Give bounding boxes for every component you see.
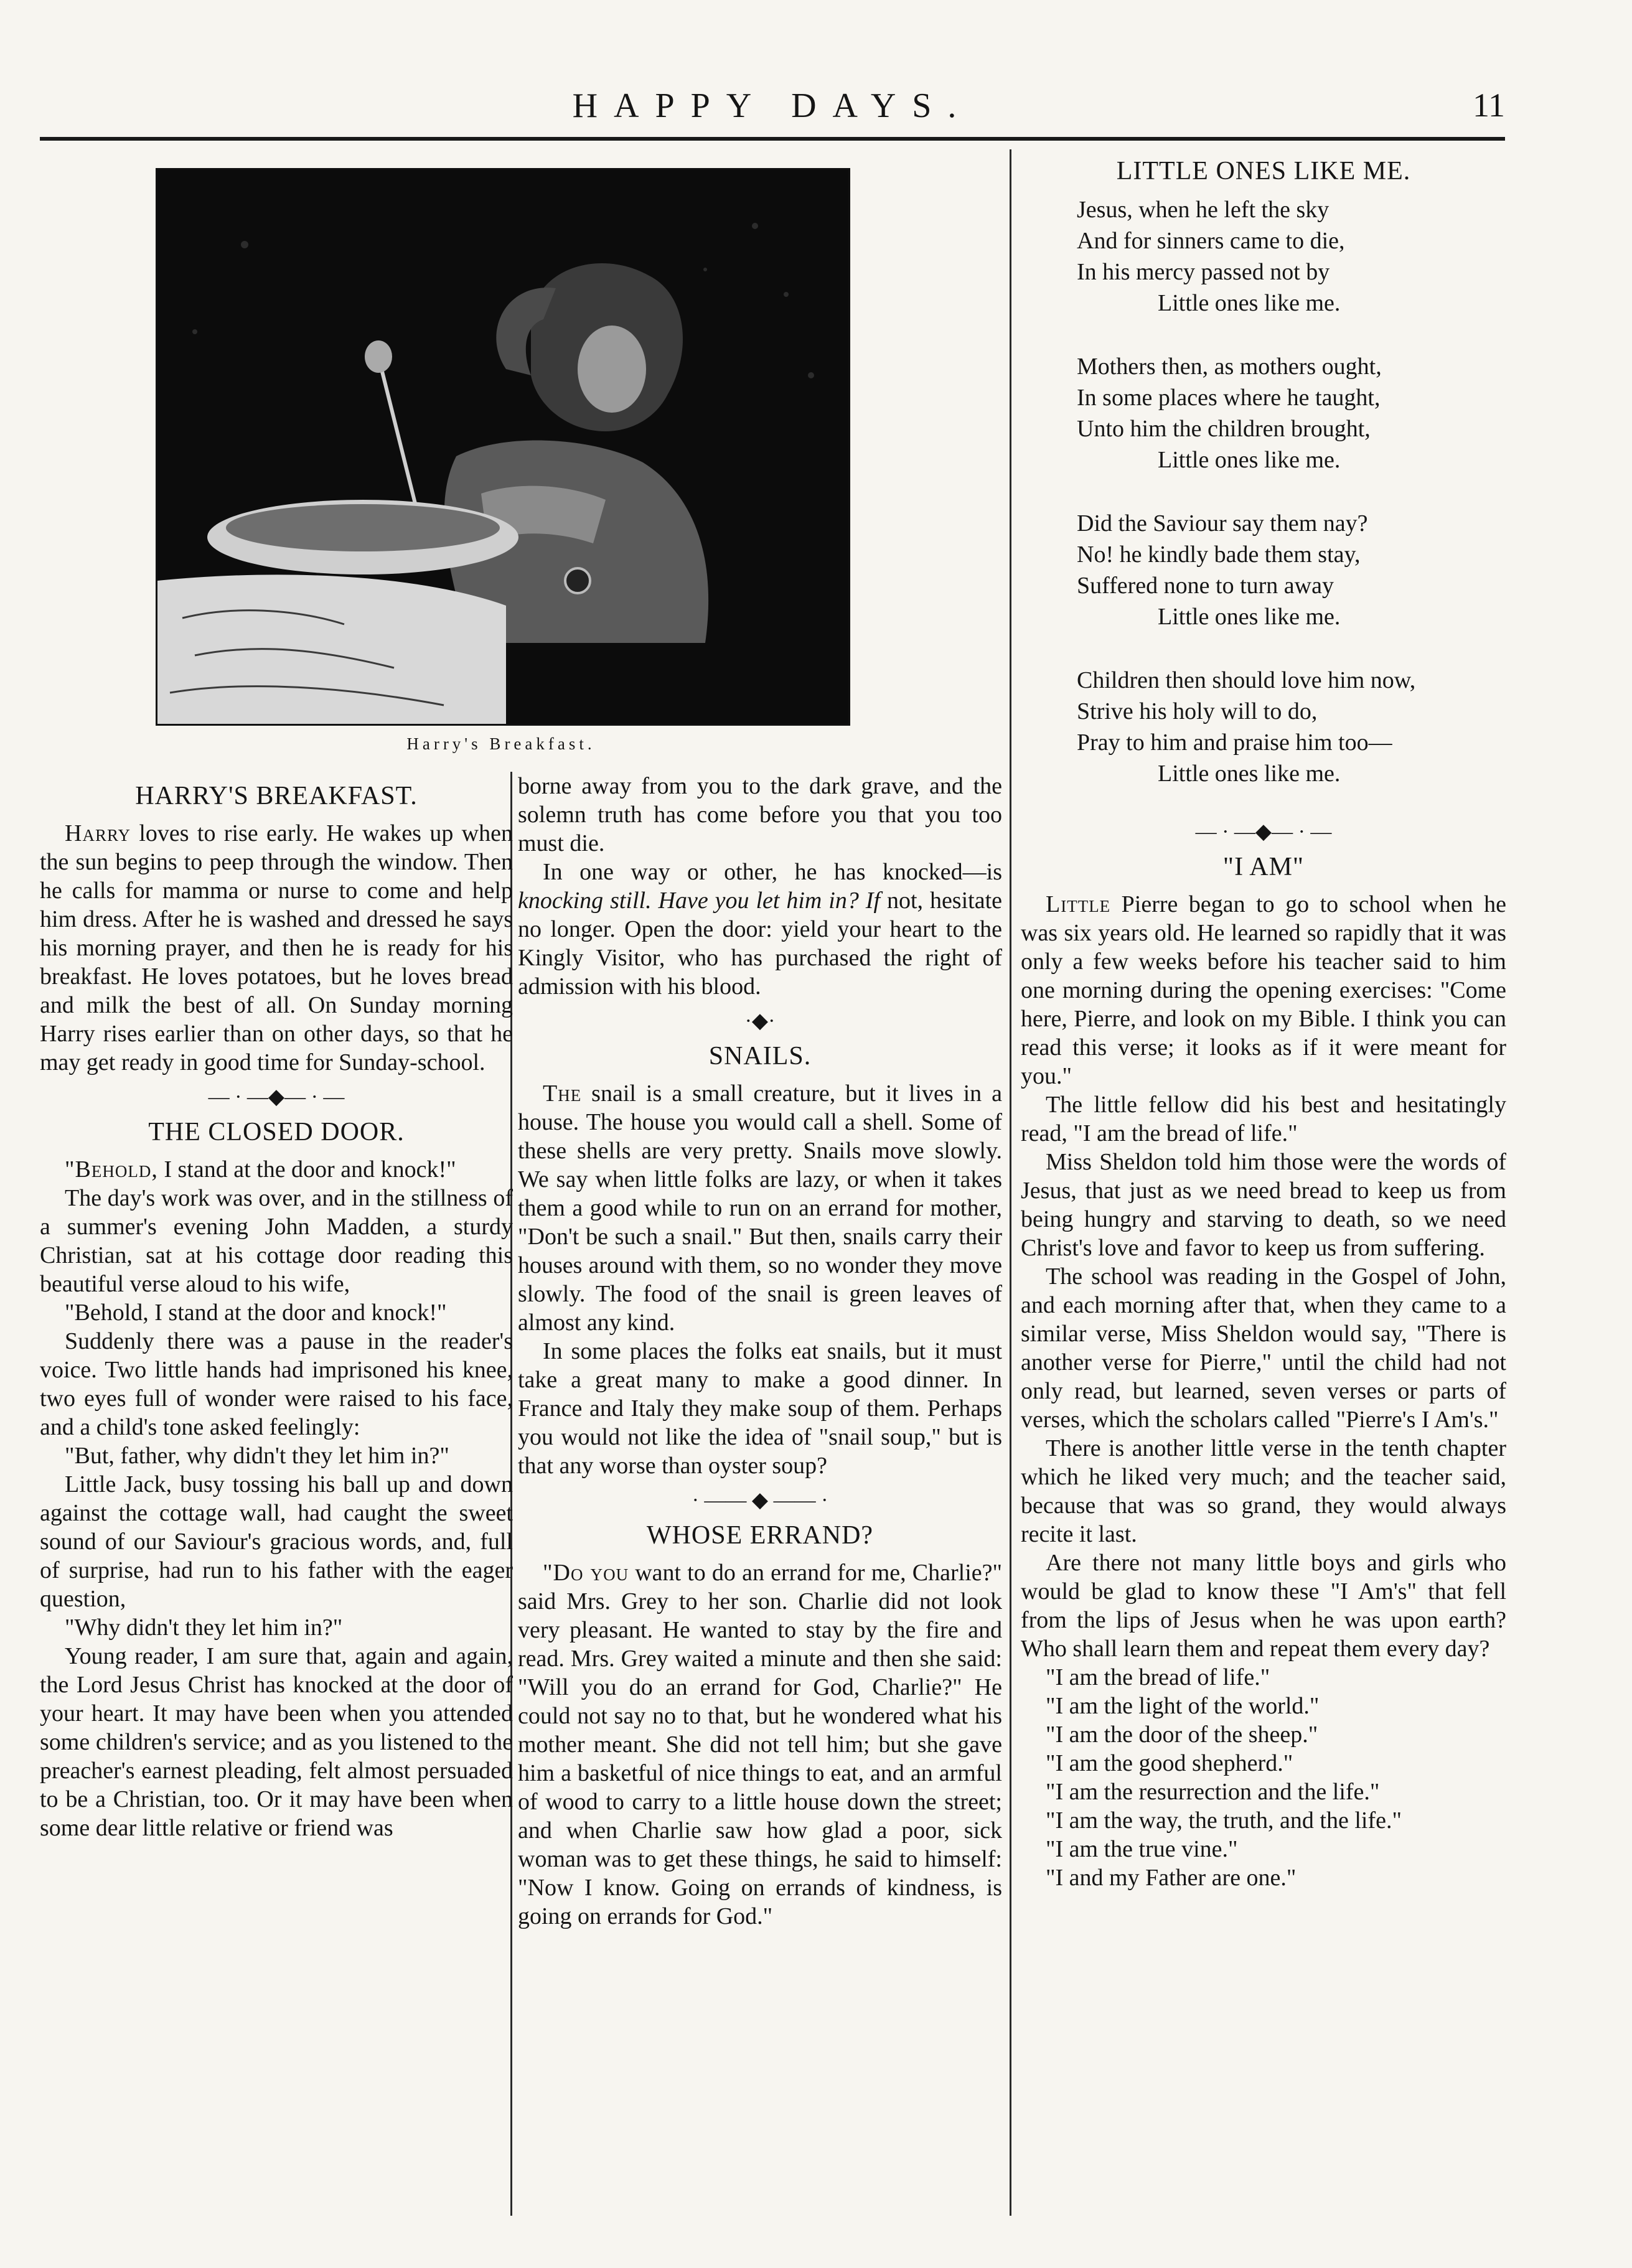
closed-door-p9-b bbox=[652, 888, 659, 914]
poem-stanza bbox=[1021, 194, 1506, 319]
harry-breakfast-illustration bbox=[156, 168, 850, 726]
i-am-body: Pierre began to go to school when he was six years old. He learned so rapidly that it was only a few weeks before his teacher said to him one morning during the opening exercises: "Come here, Pierre, and look on my Bible. I think you can read this verse; it looks as if it were meant for you." bbox=[1021, 891, 1506, 1089]
poem-line: Little ones like me. bbox=[1158, 447, 1341, 473]
closed-door-paragraph-9 bbox=[518, 858, 1002, 1001]
i-am-statement: "I am the door of the sheep." bbox=[1046, 1722, 1318, 1748]
i-am-statement: "I am the resurrection and the life." bbox=[1046, 1779, 1380, 1805]
snails-paragraph-1 bbox=[518, 1079, 1002, 1337]
poem-line: Little ones like me. bbox=[1158, 290, 1341, 316]
closed-door-paragraph-6: "Why didn't they let him in?" bbox=[65, 1614, 343, 1641]
snails-body: snail is a small creature, but it lives in a house. The house you would call a shell. Some of these shells are very pretty. Snails move slowly. We say when little folks are lazy, or when it takes them a good while to run on an errand for mother, "Don't be such a snail." But then, snails carry their houses around with them, so no wonder they move slowly. The food of the snail is green leaves of almost any kind. bbox=[518, 1080, 1002, 1336]
poem-stanza bbox=[1021, 665, 1506, 789]
closed-door-p9-c: not, hesitate no longer. Open the door: yield your heart to the Kingly Visitor, who has purchased the right of admission with his blood. bbox=[518, 888, 1002, 1000]
engraving-image bbox=[157, 170, 848, 724]
poem-line: And for sinners came to die, bbox=[1077, 228, 1345, 254]
poem-line: Little ones like me. bbox=[1158, 604, 1341, 630]
i-am-statement: "I am the true vine." bbox=[1046, 1836, 1238, 1862]
i-am-statement: "I am the bread of life." bbox=[1046, 1664, 1270, 1690]
i-am-statement: "I am the light of the world." bbox=[1046, 1693, 1320, 1719]
page-number: 11 bbox=[1473, 87, 1505, 124]
snails-heading: SNAILS. bbox=[708, 1042, 812, 1071]
column-left bbox=[40, 772, 513, 1842]
closed-door-first-word: "Behold, bbox=[65, 1156, 158, 1183]
poem-line: Children then should love him now, bbox=[1077, 667, 1416, 693]
poem-line: Mothers then, as mothers ought, bbox=[1077, 354, 1382, 380]
i-am-heading: "I AM" bbox=[1222, 853, 1305, 881]
section-separator: · —— ◆ —— · bbox=[692, 1489, 828, 1512]
section-separator: — · —◆— · — bbox=[208, 1085, 345, 1108]
poem-line: Unto him the children brought, bbox=[1077, 416, 1371, 442]
closed-door-paragraph-3: Suddenly there was a pause in the reader's voice. Two little hands had imprisoned his knee, two eyes full of wonder were raised to his face, and a child's tone asked feelingly: bbox=[40, 1328, 513, 1440]
section-separator: ·◆· bbox=[744, 1010, 776, 1033]
i-am-statements bbox=[1021, 1663, 1506, 1892]
closed-door-paragraph-5: Little Jack, busy tossing his ball up and down against the cottage wall, had caught the sweet sound of our Saviour's gracious words, and, full of surprise, had run to his father with the eager question, bbox=[40, 1471, 513, 1612]
closed-door-quote-rest: I stand at the door and knock!" bbox=[157, 1156, 456, 1183]
poem-line: Suffered none to turn away bbox=[1077, 573, 1334, 599]
poem-line: Jesus, when he left the sky bbox=[1077, 197, 1330, 223]
page-header bbox=[40, 75, 1505, 141]
poem-stanza bbox=[1021, 351, 1506, 476]
poem-heading: LITTLE ONES LIKE ME. bbox=[1116, 157, 1411, 185]
snails-paragraph-2: In some places the folks eat snails, but it must take a great many to make a good dinner. In France and Italy they make soup of them. Perhaps you would not like the idea of "snail soup," but is that any worse than oyster soup? bbox=[518, 1338, 1002, 1479]
poem-line: Pray to him and praise him too— bbox=[1077, 729, 1392, 756]
column-right bbox=[1021, 156, 1506, 1892]
poem-stanzas bbox=[1021, 194, 1506, 789]
i-am-first-word: Little bbox=[1046, 891, 1111, 917]
harry-breakfast-heading: HARRY'S BREAKFAST. bbox=[135, 782, 418, 810]
poem-line: Little ones like me. bbox=[1158, 761, 1341, 787]
section-separator: — · —◆— · — bbox=[1195, 820, 1332, 843]
poem-line: Strive his holy will to do, bbox=[1077, 698, 1318, 724]
i-am-statement: "I and my Father are one." bbox=[1046, 1865, 1297, 1891]
errand-first-word: "Do you bbox=[543, 1560, 629, 1586]
whose-errand-paragraph bbox=[518, 1558, 1002, 1931]
harry-breakfast-paragraph bbox=[40, 819, 513, 1077]
closed-door-paragraph-7: Young reader, I am sure that, again and again, the Lord Jesus Christ has knocked at the door of your heart. It may have been when you attended some children's service; and as you listened to the preacher's earnest pleading, felt almost persuaded to be a Christian, too. Or it may have been when some dear little relative or friend was bbox=[40, 1643, 513, 1841]
closed-door-opening-quote bbox=[40, 1155, 513, 1184]
column-middle bbox=[518, 772, 1002, 1931]
snails-first-word: The bbox=[543, 1080, 582, 1107]
i-am-paragraph-4: The school was reading in the Gospel of John, and each morning after that, when they came to a similar verse, Miss Sheldon would say, "There is another verse for Pierre," until the child had not only read, but learned, seven verses or parts of verses, which the scholars called "Pierre's I Am's." bbox=[1021, 1263, 1506, 1433]
closed-door-paragraph-1: The day's work was over, and in the stillness of a summer's evening John Madden, a sturdy Christian, sat at his cottage door reading this beautiful verse aloud to his wife, bbox=[40, 1185, 513, 1297]
i-am-paragraph-5: There is another little verse in the tenth chapter which he liked very much; and the teacher said, because that was so grand, they would always recite it last. bbox=[1021, 1435, 1506, 1547]
poem-line: Did the Saviour say them nay? bbox=[1077, 510, 1368, 537]
closed-door-paragraph-4: "But, father, why didn't they let him in?" bbox=[65, 1443, 449, 1469]
i-am-paragraph-1 bbox=[1021, 890, 1506, 1090]
harry-body: loves to rise early. He wakes up when the sun begins to peep through the window. Then he calls for mamma or nurse to come and help him dress. After he is washed and dressed he says his morning prayer, and then he is ready for his breakfast. He loves potatoes, but he loves bread and milk the best of all. On Sunday morning Harry rises earlier than on other days, so that he may get ready in good time for Sunday-school. bbox=[40, 820, 513, 1075]
closed-door-p9-knocking: knocking still. bbox=[518, 888, 652, 914]
i-am-statement: "I am the way, the truth, and the life." bbox=[1046, 1807, 1402, 1834]
closed-door-p9-a: In one way or other, he has knocked—is bbox=[543, 859, 1002, 885]
i-am-paragraph-3: Miss Sheldon told him those were the words of Jesus, that just as we need bread to keep us from being hungry and starving to death, so we need Christ's love and favor to keep us from suffering. bbox=[1021, 1149, 1506, 1261]
harry-first-word: Harry bbox=[65, 820, 131, 846]
closed-door-heading: THE CLOSED DOOR. bbox=[148, 1118, 405, 1146]
poem-line: In some places where he taught, bbox=[1077, 385, 1381, 411]
closed-door-p9-question: Have you let him in? If bbox=[658, 888, 881, 914]
i-am-paragraph-2: The little fellow did his best and hesitatingly read, "I am the bread of life." bbox=[1021, 1092, 1506, 1146]
masthead-title: HAPPY DAYS. bbox=[572, 87, 973, 125]
poem-line: No! he kindly bade them stay, bbox=[1077, 541, 1361, 568]
closed-door-paragraph-2: "Behold, I stand at the door and knock!" bbox=[65, 1300, 447, 1326]
illustration-caption: Harry's Breakfast. bbox=[406, 734, 596, 753]
whose-errand-heading: WHOSE ERRAND? bbox=[646, 1521, 874, 1550]
i-am-paragraph-6: Are there not many little boys and girls who would be glad to know these "I Am's" that fell from the lips of Jesus when he was upon earth? Who shall learn them and repeat them every day? bbox=[1021, 1550, 1506, 1662]
errand-body: want to do an errand for me, Charlie?" said Mrs. Grey to her son. Charlie did not look very pleasant. He wanted to stay by the fire and read. Mrs. Grey waited a minute and then she said: "Will you do an errand for God, Charlie?" He could not say no to that, but he wondered what his mother meant. She did not tell him; but she gave him a basketful of nice things to eat, and an armful of wood to carry to a little house down the street; and when Charlie saw how glad a poor, sick woman was to get these things, he said to himself: "Now I know. Going on errands of kindness, is going on errands for God." bbox=[518, 1560, 1002, 1929]
i-am-statement: "I am the good shepherd." bbox=[1046, 1750, 1293, 1776]
poem-stanza bbox=[1021, 508, 1506, 632]
column-rule-right bbox=[1010, 149, 1011, 2216]
poem-line: In his mercy passed not by bbox=[1077, 259, 1330, 285]
closed-door-paragraph-8: borne away from you to the dark grave, and the solemn truth has come before you that you too must die. bbox=[518, 773, 1002, 856]
